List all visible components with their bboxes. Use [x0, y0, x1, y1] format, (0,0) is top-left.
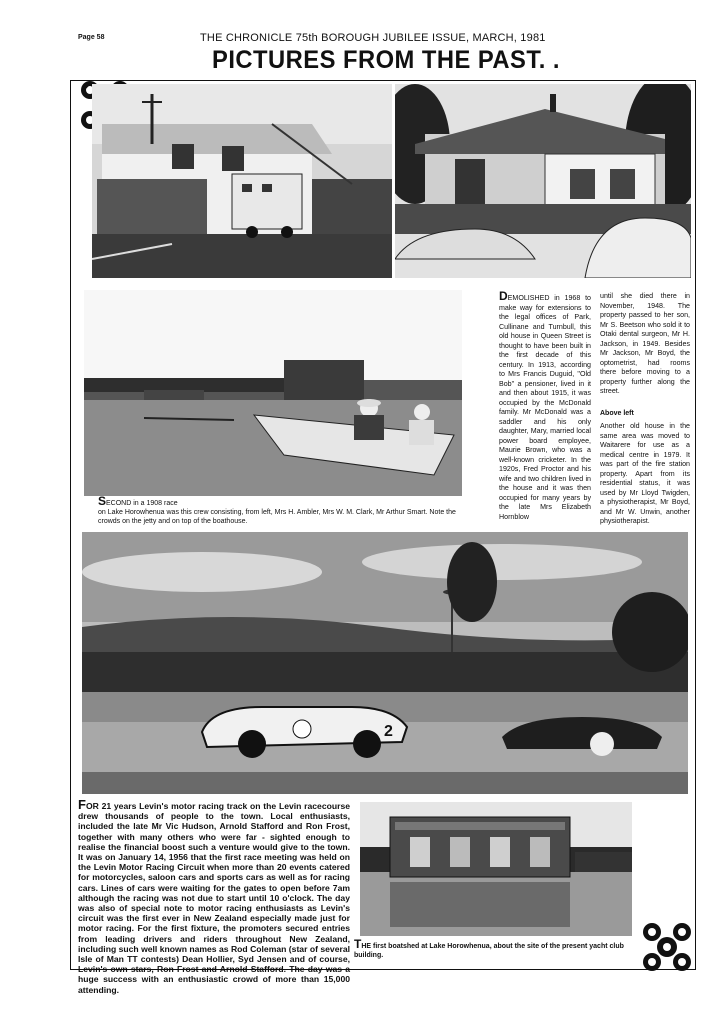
dropcap: S [98, 494, 107, 508]
photo-demolition-scene [92, 84, 392, 278]
dropcap: T [354, 937, 362, 951]
article-demolished-col2 [600, 292, 690, 527]
dropcap: F [78, 797, 86, 812]
article-text: until she died there in November, 1948. The property passed to her son, Mr S. Beetson who sold it to Otaki dental surgeon, Mr H. Jackson, in 1949. Besides Mr Jackson, Mr Boyd, the optometrist, had rooms there before moving to a property further along the street. [600, 292, 690, 395]
page-headline: PICTURES FROM THE PAST. . [212, 46, 560, 74]
article-text: EMOLISHED in 1968 to make way for extensions to the legal offices of Park, Cullinane and Turnbull, this old house in Queen Street is thought to have been built in the first decade of this century. In 1913, according to Mrs Francis Duguid, "Old Bob" a pensioner, lived in it and then about 1915, it was occupied by the McDonald family. Mr McDonald was a saddler and his only daughter, Mary, married local power board employee, Maurie Brown, who was a well-known cricketer. In the 1920s, Fred Proctor and his wife and two children lived in the house and it was then occupied for many years by the late Mrs Elizabeth Hornblow [499, 294, 591, 521]
caption-1908-race [98, 494, 468, 526]
race-car-number: 2 [384, 723, 393, 740]
dropcap: D [499, 289, 508, 303]
article-demolished-col1 [499, 289, 591, 522]
caption-boatshed [354, 937, 644, 960]
photo-queen-street-house [395, 84, 691, 278]
above-left-text: Another old house in the same area was moved to Waitarere for use as a medical centre in 1979. It was part of the fire station property. Apart from its residential status, it was used by Mr Lloyd Twigden, a physiotherapist, Mr Boyd, and Mr W. Unwin, another physiotherapist. [600, 422, 690, 525]
article-text: OR 21 years Levin's motor racing track on the Levin racecourse drew thousands of people to the town. Local enthusiasts, included the late Mr Vic Hudson, Arnold Stafford and Ron Frost, together with many others who were far - sighted enough to realise the financial boost such a venture would give to the town. It was on January 14, 1956 that the first race meeting was held on the Levin Motor Racing Circuit when more than 20 events catered for motorcycles, saloon cars and sports cars as well as for racing cars. Lines of cars were waiting for the gates to open before 7am although the racing was not due to start until 10 o'clock. The day was also of special note to motor racing enthusiasts as Levin's circuit was the first ever in New Zealand especially made just for motor racing. For the first fixture, the promoters secured entries from leading drivers and riders throughout New Zealand, including such well known names as Rod Coleman (star of several Isle of Man TT contests) Dean Hollier, Syd Jensen and of course, Levin's own stars, Ron Frost and Arnold Stafford. The day was a huge success with an enthusiastic crowd of more than 15,000 attending. [78, 801, 350, 995]
page-number: Page 58 [78, 34, 105, 41]
flourish-ornament-icon [636, 916, 698, 978]
caption-lead: ECOND in a 1908 race [106, 500, 178, 507]
photo-first-boatshed [360, 802, 632, 936]
above-left-heading: Above left [600, 409, 634, 417]
caption-text: HE first boatshed at Lake Horowhenua, about the site of the present yacht club building. [354, 943, 624, 959]
caption-text: on Lake Horowhenua was this crew consisting, from left, Mrs H. Ambler, Mrs W. M. Clark, Mr Arthur Smart. Note the crowds on the jetty and on top of the boathouse. [98, 509, 456, 525]
photo-levin-motor-racing [82, 532, 688, 794]
photo-lake-horowhenua-race [84, 290, 462, 496]
issue-line: THE CHRONICLE 75th BOROUGH JUBILEE ISSUE, MARCH, 1981 [200, 32, 546, 44]
article-motor-racing [78, 797, 350, 995]
